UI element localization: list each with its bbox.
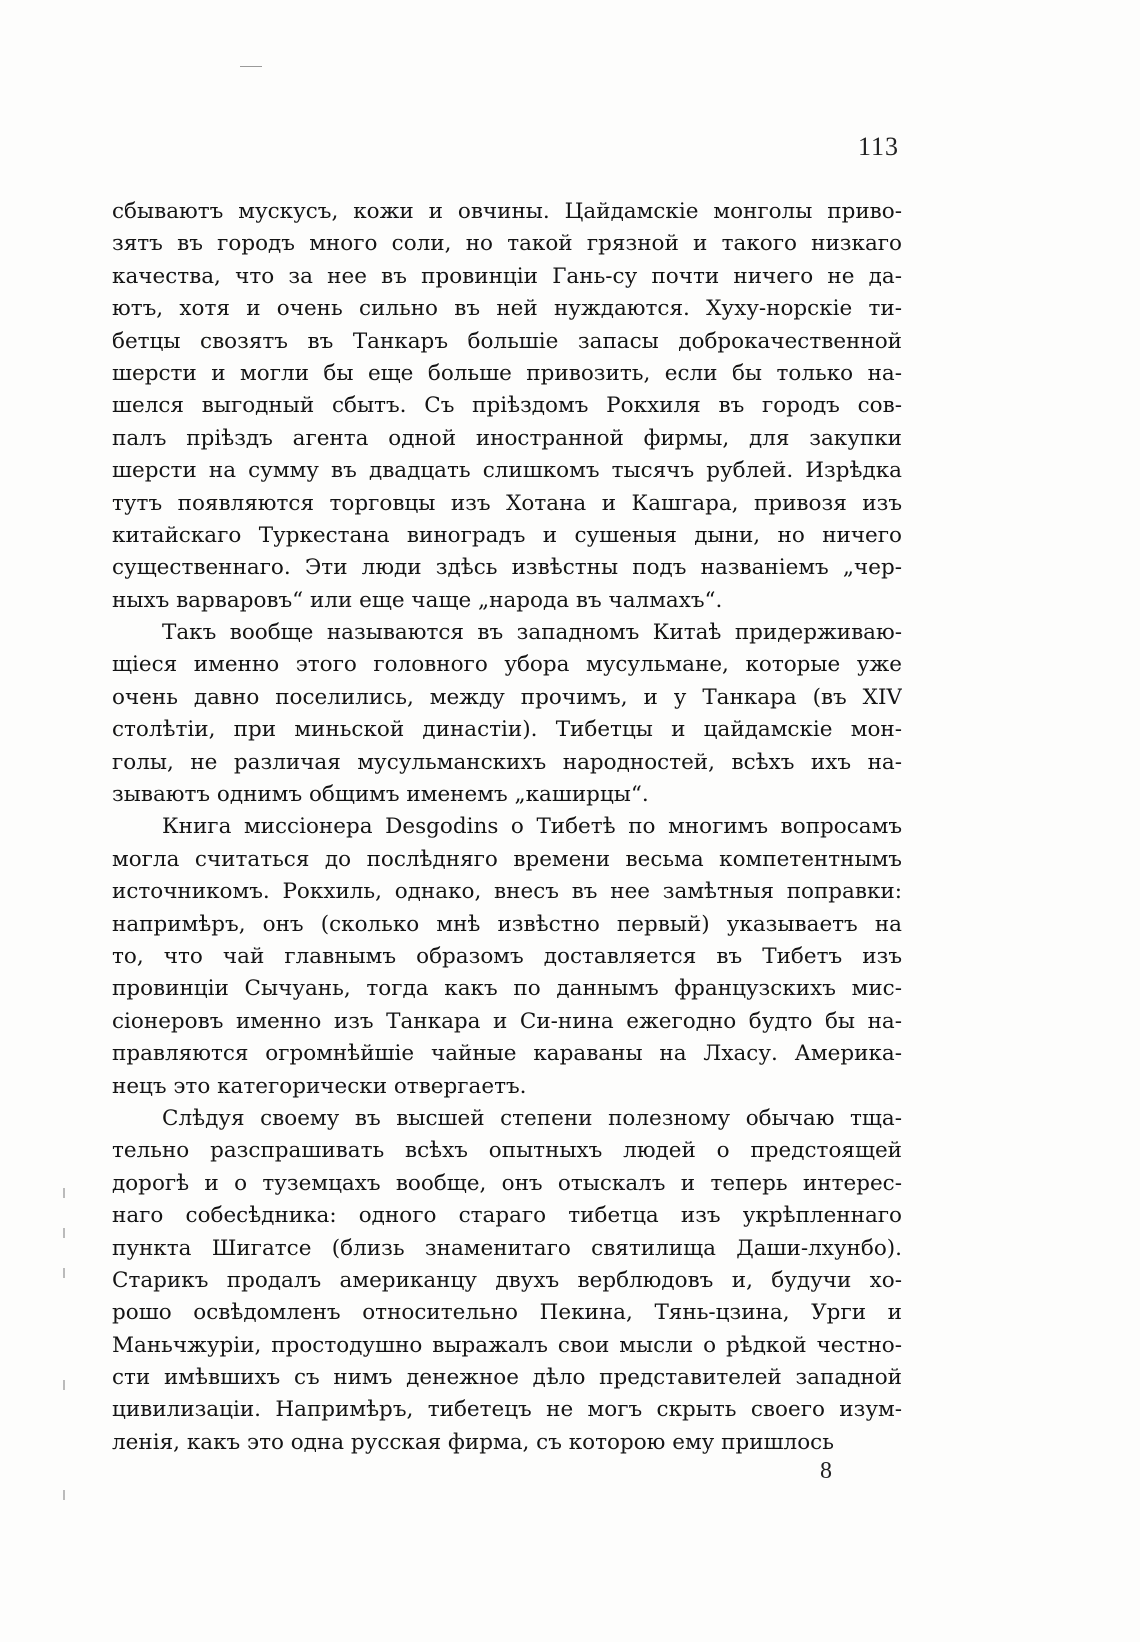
page-number: 113: [858, 132, 900, 161]
text-line: палъ пріѣздъ агента одной иностранной фирмы, для закупки: [112, 425, 902, 451]
text-line: сти имѣвшихъ съ нимъ денежное дѣло представителей западной: [112, 1365, 902, 1391]
text-line: правляются огромнѣйшіе чайные караваны на Лхасу. Америка-: [112, 1041, 902, 1067]
text-line: очень давно поселились, между прочимъ, и у Танкара (въ XIV: [112, 684, 902, 710]
signature-number: 8: [820, 1458, 832, 1484]
text-line: тутъ появляются торговцы изъ Хотана и Кашгара, привозя изъ: [112, 490, 902, 516]
text-line: столѣтіи, при миньской династіи). Тибетцы и цайдамскіе мон-: [112, 717, 902, 743]
paragraph: [112, 196, 902, 617]
text-line: дорогѣ и о туземцахъ вообще, онъ отыскалъ и теперь интерес-: [112, 1170, 902, 1196]
margin-tick: [63, 1490, 65, 1500]
text-line: шелся выгодный сбытъ. Съ пріѣздомъ Рокхиля въ городъ сов-: [112, 393, 902, 419]
text-line: напримѣръ, онъ (сколько мнѣ извѣстно первый) указываетъ на: [112, 911, 902, 937]
body-text: [112, 196, 902, 1459]
text-line: китайскаго Туркестана виноградъ и сушеныя дыни, но ничего: [112, 522, 902, 548]
paragraph: [112, 617, 902, 811]
top-edge-mark: [240, 66, 262, 67]
text-line: тельно разспрашивать всѣхъ опытныхъ людей о предстоящей: [112, 1138, 902, 1164]
text-line: наго собесѣдника: одного стараго тибетца изъ укрѣпленнаго: [112, 1203, 902, 1229]
text-line: ленія, какъ это одна русская фирма, съ которою ему пришлось: [112, 1429, 834, 1455]
text-line: рошо освѣдомленъ относительно Пекина, Тянь-цзина, Урги и: [112, 1300, 902, 1326]
text-line: Такъ вообще называются въ западномъ Китаѣ придерживаю-: [162, 620, 902, 646]
text-line: то, что чай главнымъ образомъ доставляется въ Тибетъ изъ: [112, 943, 902, 969]
text-line: бетцы свозятъ въ Танкаръ большіе запасы доброкачественной: [112, 328, 902, 354]
paragraph: [112, 811, 902, 1103]
margin-tick: [63, 1268, 65, 1278]
text-line: нецъ это категорически отвергаетъ.: [112, 1073, 527, 1099]
margin-tick: [63, 1228, 65, 1238]
text-line: качества, что за нее въ провинціи Гань-су почти ничего не да-: [112, 263, 902, 289]
text-line: Слѣдуя своему въ высшей степени полезному обычаю тща-: [162, 1105, 902, 1131]
text-line: щіеся именно этого головного убора мусульмане, которые уже: [112, 652, 902, 678]
text-line: Маньчжуріи, простодушно выражалъ свои мысли о рѣдкой честно-: [112, 1332, 902, 1358]
margin-tick: [63, 1188, 65, 1198]
paragraph: [112, 1103, 902, 1459]
margin-tick: [63, 1380, 65, 1390]
text-line: сбываютъ мускусъ, кожи и овчины. Цайдамскіе монголы приво-: [112, 199, 902, 224]
text-line: ныхъ варваровъ“ или еще чаще „народа въ чалмахъ“.: [112, 587, 723, 613]
text-line: источникомъ. Рокхиль, однако, внесъ въ нее замѣтныя поправки:: [112, 879, 902, 905]
text-line: могла считаться до послѣдняго времени весьма компетентнымъ: [112, 846, 902, 872]
text-line: шерсти на сумму въ двадцать слишкомъ тысячъ рублей. Изрѣдка: [112, 458, 902, 484]
text-line: пункта Шигатсе (близь знаменитаго святилища Даши-лхунбо).: [112, 1235, 902, 1261]
text-line: ютъ, хотя и очень сильно въ ней нуждаются. Хуху-норскіе ти-: [112, 296, 902, 322]
text-line: сіонеровъ именно изъ Танкара и Си-нина ежегодно будто бы на-: [112, 1008, 902, 1034]
text-line: зываютъ однимъ общимъ именемъ „каширцы“.: [112, 782, 649, 808]
text-line: Старикъ продалъ американцу двухъ верблюдовъ и, будучи хо-: [112, 1267, 902, 1293]
text-line: зятъ въ городъ много соли, но такой грязной и такого низкаго: [112, 231, 902, 257]
text-line: провинціи Сычуань, тогда какъ по даннымъ французскихъ мис-: [112, 976, 902, 1002]
text-line: существеннаго. Эти люди здѣсь извѣстны подъ названіемъ „чер-: [112, 555, 902, 581]
text-line: Книга миссіонера Desgodins о Тибетѣ по многимъ вопросамъ: [162, 814, 902, 840]
text-line: цивилизаціи. Напримѣръ, тибетецъ не могъ скрыть своего изум-: [112, 1397, 902, 1423]
text-line: голы, не различая мусульманскихъ народностей, всѣхъ ихъ на-: [112, 749, 902, 775]
text-line: шерсти и могли бы еще больше привозить, если бы только на-: [112, 360, 902, 386]
